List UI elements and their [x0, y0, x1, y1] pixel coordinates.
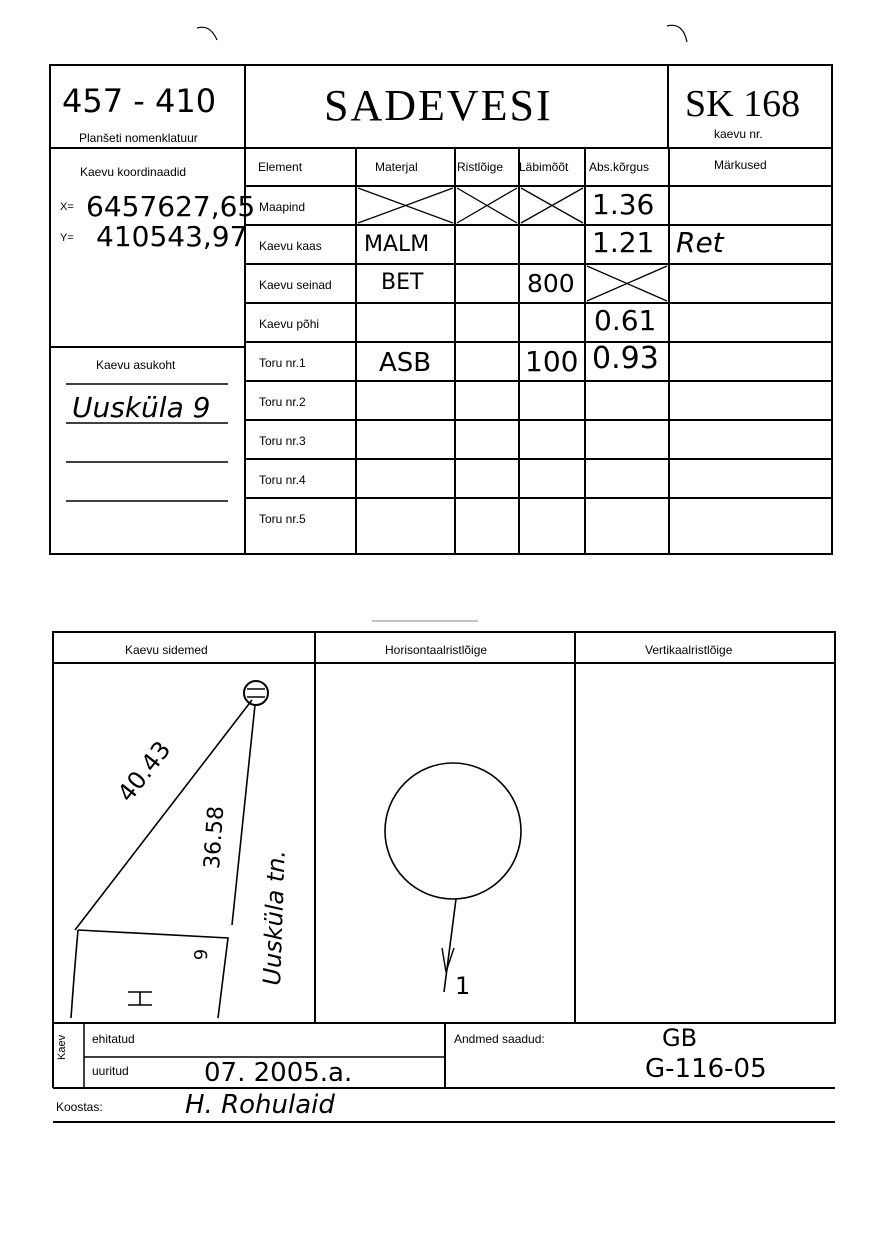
y-prefix: Y=	[60, 232, 74, 244]
cell-abs-pohi: 0.61	[594, 304, 657, 337]
row-label: Kaevu seinad	[259, 278, 332, 292]
cell-abs-kaas: 1.21	[592, 226, 655, 259]
y-coordinate: 410543,97	[96, 220, 248, 253]
header-materjal: Materjal	[375, 160, 418, 174]
bottom-box-border	[53, 632, 835, 1023]
andmed-code-1: GB	[662, 1024, 698, 1052]
col-header-sidemed: Kaevu sidemed	[125, 643, 208, 657]
x-prefix: X=	[60, 201, 74, 213]
andmed-code-2: G-116-05	[645, 1054, 767, 1084]
cell-materjal-toru1: ASB	[379, 348, 432, 378]
dimension-short: 36.58	[200, 805, 230, 870]
plan-number-label: Planšeti nomenklatuur	[79, 131, 198, 145]
location-sketch	[71, 681, 268, 1018]
horizontal-section-sketch	[385, 763, 521, 992]
pipe-number: 1	[455, 972, 471, 1000]
cell-markused-kaas: Ret	[676, 226, 724, 259]
row-label: Toru nr.2	[259, 395, 306, 409]
header-element: Element	[258, 160, 303, 174]
plan-number: 457 - 410	[62, 82, 217, 120]
row-label: Kaevu kaas	[259, 239, 322, 253]
header-abs-korgus: Abs.kõrgus	[589, 160, 650, 174]
row-label: Toru nr.4	[259, 473, 306, 487]
header-ristloige: Ristlõige	[457, 160, 504, 174]
punch-mark-left	[197, 27, 217, 40]
row-label: Toru nr.5	[259, 512, 306, 526]
row-label: Maapind	[259, 200, 306, 214]
cell-labimoot-toru1: 100	[525, 345, 579, 378]
kaev-label: Kaev	[56, 1034, 68, 1060]
cell-labimoot-seinad: 800	[527, 269, 575, 298]
cell-materjal-kaas: MALM	[364, 232, 430, 257]
col-header-vertikaal: Vertikaalristlõige	[645, 643, 733, 657]
koostas-label: Koostas:	[56, 1100, 103, 1114]
well-number-label: kaevu nr.	[714, 127, 763, 141]
punch-mark-right	[667, 25, 687, 42]
andmed-label: Andmed saadud:	[454, 1032, 545, 1046]
dimension-long: 40.43	[112, 735, 177, 808]
page-title: SADEVESI	[324, 81, 553, 130]
ehitatud-label: ehitatud	[92, 1032, 135, 1046]
location-label: Kaevu asukoht	[96, 358, 176, 372]
header-markused: Märkused	[714, 158, 767, 172]
col-header-horisontaal: Horisontaalristlõige	[385, 643, 488, 657]
row-label: Toru nr.1	[259, 356, 306, 370]
cell-abs-maapind: 1.36	[592, 188, 655, 221]
street-label: Uusküla tn.	[258, 849, 291, 986]
location-value: Uusküla 9	[72, 391, 211, 424]
uuritud-date: 07. 2005.a.	[204, 1058, 353, 1088]
roman-mark	[123, 983, 129, 1007]
header-labimoot: Läbimõõt	[519, 160, 569, 174]
koostas-value: H. Rohulaid	[185, 1090, 335, 1120]
uuritud-label: uuritud	[92, 1064, 129, 1078]
coordinates-label: Kaevu koordinaadid	[80, 165, 187, 179]
cell-abs-toru1: 0.93	[592, 341, 659, 376]
well-number: SK 168	[685, 83, 801, 125]
row-label: Kaevu põhi	[259, 317, 320, 331]
row-label: Toru nr.3	[259, 434, 306, 448]
cell-materjal-seinad: BET	[381, 270, 424, 295]
x-coordinate: 6457627,65	[86, 190, 256, 223]
house-number: 9	[191, 948, 213, 961]
